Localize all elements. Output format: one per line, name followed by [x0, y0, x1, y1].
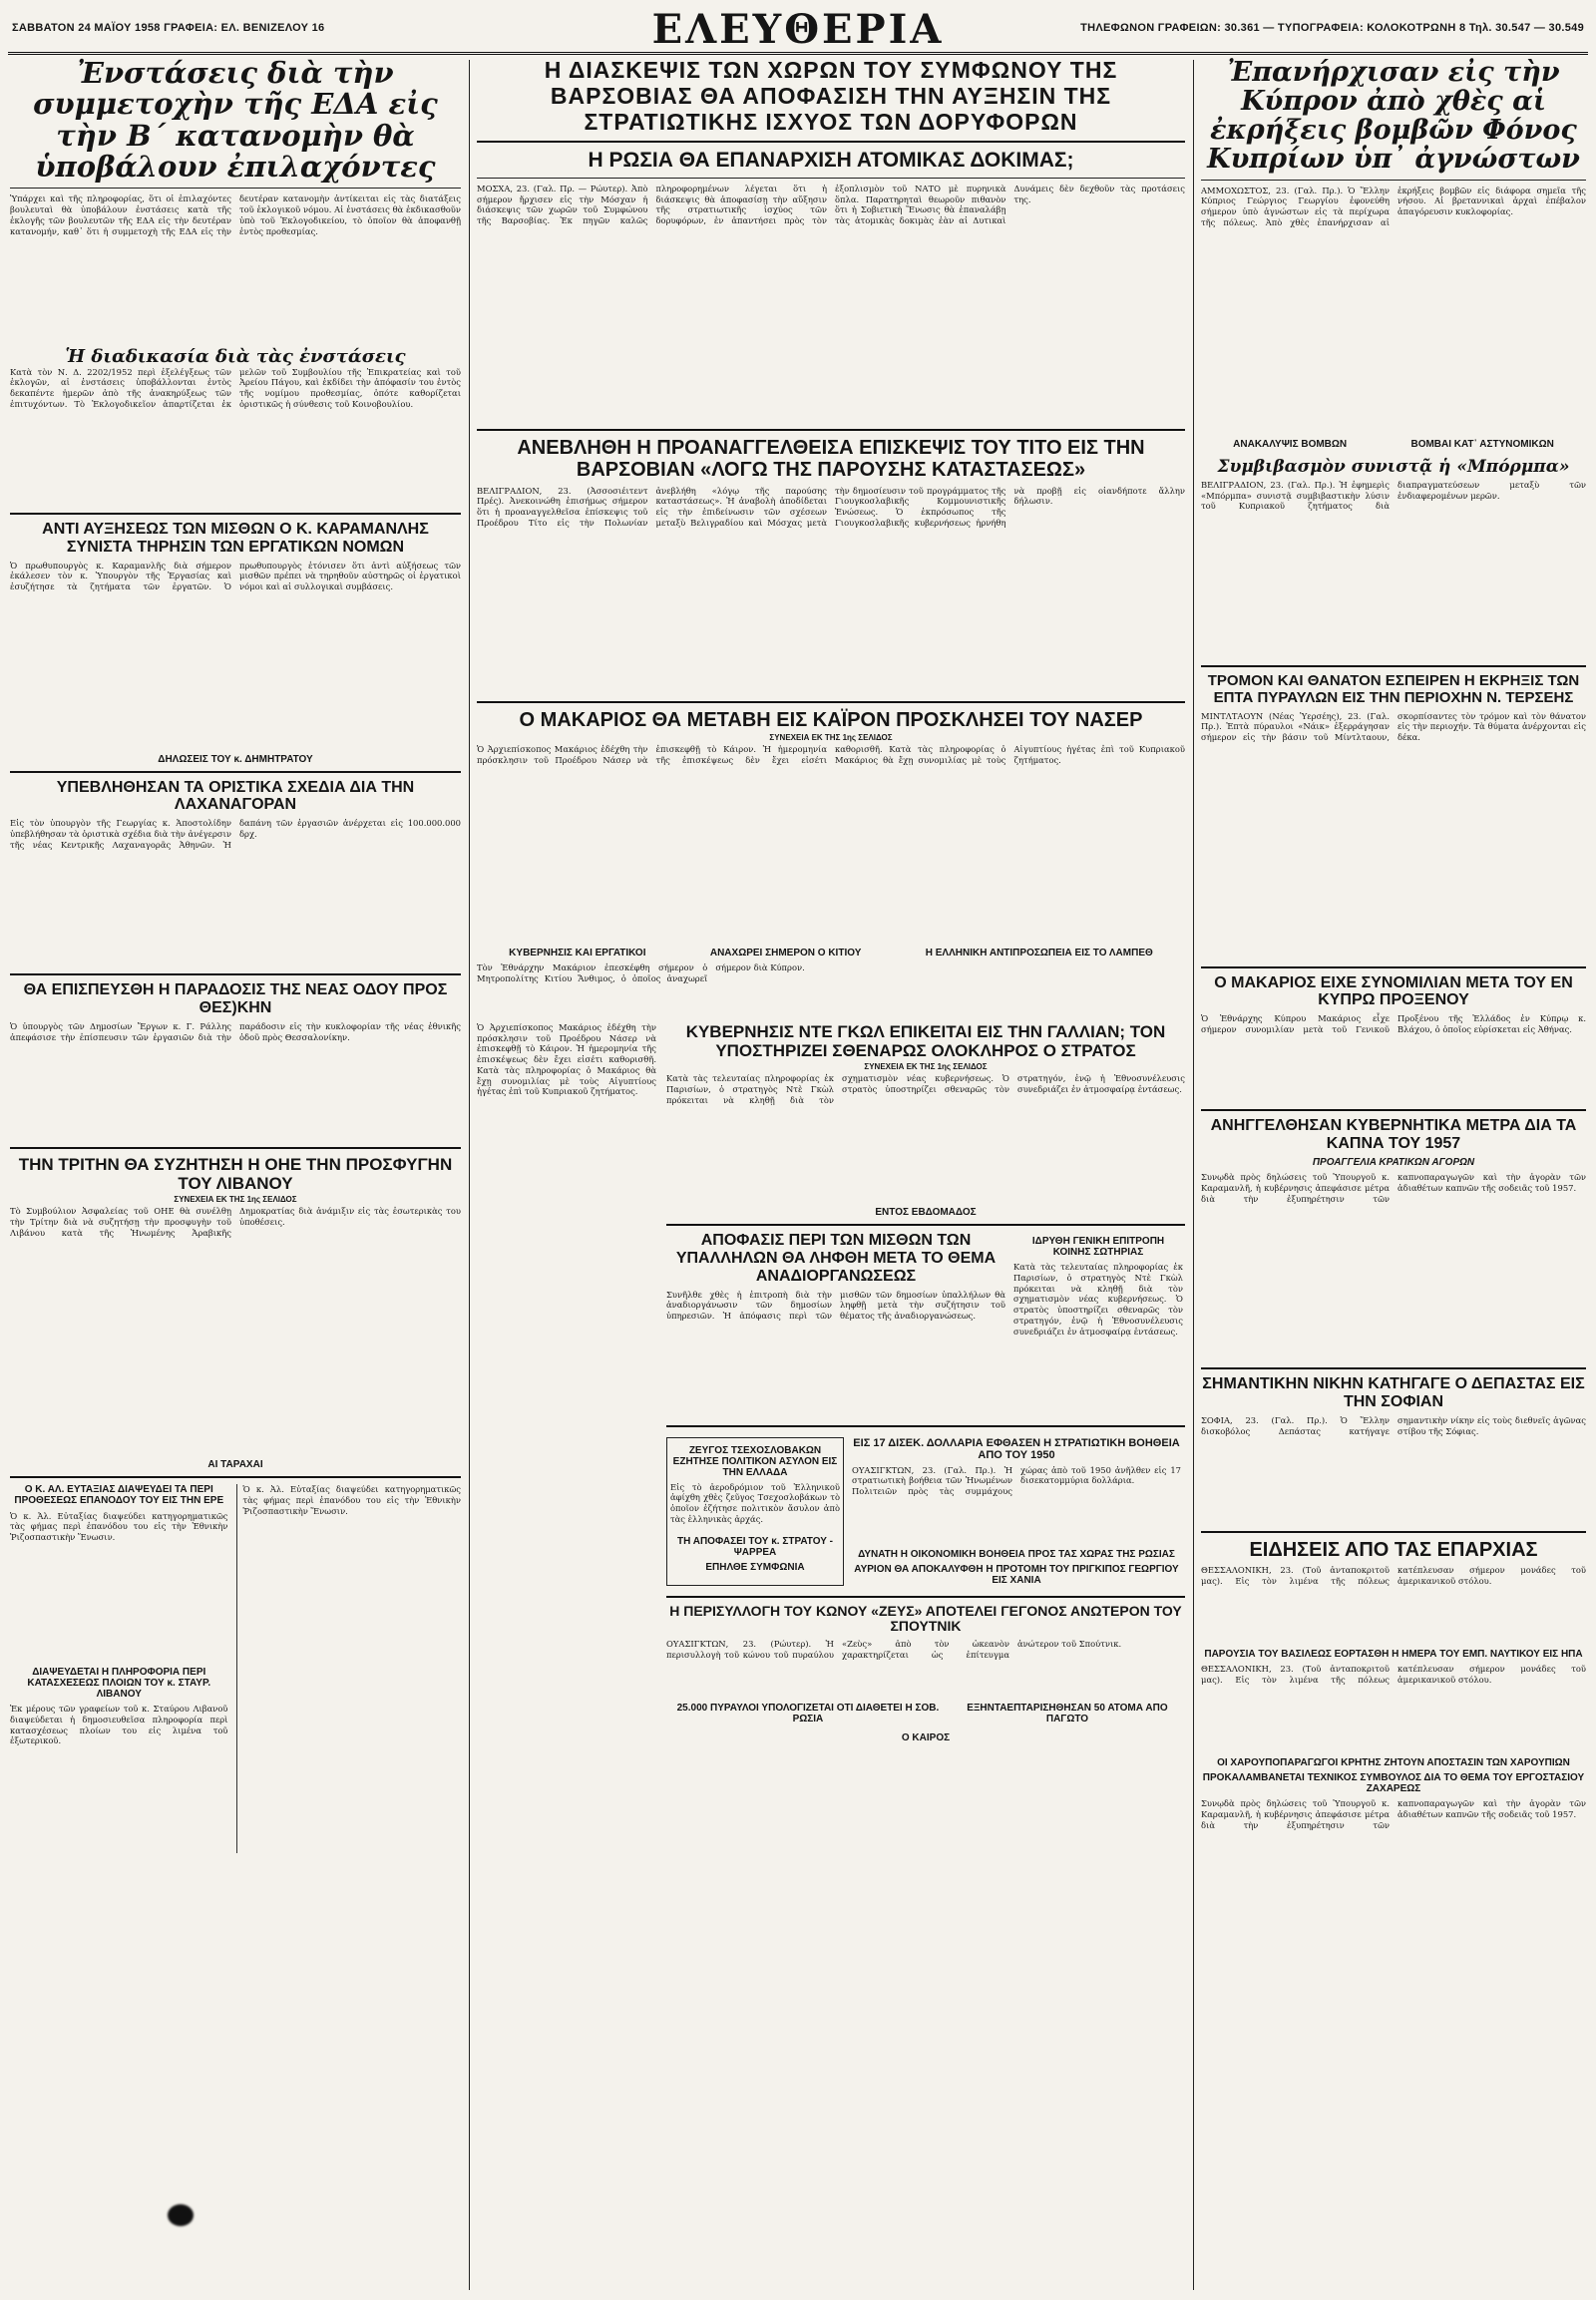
subhead-anakalypsis: ΑΝΑΚΑΛΥΨΙΣ ΒΟΜΒΩΝ: [1233, 438, 1348, 450]
lower-box-row: [666, 1433, 1185, 1590]
headline-de-gaulle: ΚΥΒΕΡΝΗΣΙΣ ΝΤΕ ΓΚΩΛ ΕΠΙΚΕΙΤΑΙ ΕΙΣ ΤΗΝ ΓΑΛΛΙΑΝ; ΤΟΝ ΥΠΟΣΤΗΡΙΖΕΙ ΣΘΕΝΑΡΩΣ ΟΛΟΚΛΗΡΟΣ Ο ΣΤΡΑΤΟΣ: [685, 1021, 1166, 1060]
divider: [1201, 1109, 1586, 1111]
article-kypros-body: ΑΜΜΟΧΩΣΤΟΣ, 23. (Γαλ. Πρ.). Ὁ Ἕλλην Κύπριος Γεώργιος Γεωργίου ἐφονεύθη σήμερον ὑπὸ ἀγνώστων εἰς τὰ περίχωρα τῆς πόλεως. Ἀπὸ χθὲς ἐπανήρχισαν αἱ ἐκρήξεις βομβῶν εἰς διάφορα σημεῖα τῆς νήσου. Αἱ βρεταννικαὶ ἀρχαὶ ἐπέβαλον ἀπαγόρευσιν κυκλοφορίας.: [1201, 185, 1586, 227]
continuation-label: ΣΥΝΕΧΕΙΑ ΕΚ ΤΗΣ 1ης ΣΕΛΙΔΟΣ: [174, 1195, 297, 1205]
headline-misthoi: ΑΝΤΙ ΑΥΞΗΣΕΩΣ ΤΩΝ ΜΙΣΘΩΝ Ο Κ. ΚΑΡΑΜΑΝΛΗΣ ΣΥΝΙΣΤΑ ΤΗΡΗΣΙΝ ΤΩΝ ΕΡΓΑΤΙΚΩΝ ΝΟΜΩΝ: [42, 520, 429, 556]
article-de-gaulle-body: Κατὰ τὰς τελευταίας πληροφορίας ἐκ Παρισίων, ὁ στρατηγὸς Ντὲ Γκὼλ πρόκειται νὰ κληθῇ διὰ τὸν σχηματισμὸν νέας κυβερνήσεως. Ὁ στρατὸς ὑποστηρίζει σθεναρῶς τὸν στρατηγόν, ἐνῷ ἡ Ἐθνοσυνέλευσις συνεδριάζει ἐν ἀτμοσφαίρᾳ ἐντάσεως.: [666, 1073, 1185, 1105]
headline-nea-odos: ΘΑ ΕΠΙΣΠΕΥΣΘΗ Η ΠΑΡΑΔΟΣΙΣ ΤΗΣ ΝΕΑΣ ΟΔΟΥ ΠΡΟΣ ΘΕΣ)ΚΗΝ: [23, 981, 448, 1017]
headline-tito: ΑΝΕΒΛΗΘΗ Η ΠΡΟΑΝΑΓΓΕΛΘΕΙΣΑ ΕΠΙΣΚΕΨΙΣ ΤΟΥ ΤΙΤΟ ΕΙΣ ΤΗΝ ΒΑΡΣΟΒΙΑΝ «ΛΟΓΩ ΤΗΣ ΠΑΡΟΥΣΗΣ ΚΑΤΑΣΤΑΣΕΩΣ»: [517, 436, 1145, 482]
misthoi-row: [666, 1232, 1185, 1419]
article-depastas-body: ΣΟΦΙΑ, 23. (Γαλ. Πρ.). Ὁ Ἕλλην δισκοβόλος Δεπάστας κατήγαγε σημαντικὴν νίκην εἰς τοὺς διεθνεῖς ἀγῶνας στίβου τῆς Σόφιας.: [1201, 1415, 1586, 1436]
subhead-protomi: ΑΥΡΙΟΝ ΘΑ ΑΠΟΚΑΛΥΦΘΗ Η ΠΡΟΤΟΜΗ ΤΟΥ ΠΡΙΓΚΙΠΟΣ ΓΕΩΡΓΙΟΥ ΕΙΣ ΧΑΝΙΑ: [854, 1563, 1179, 1586]
headline-eparxies: ΕΙΔΗΣΕΙΣ ΑΠΟ ΤΑΣ ΕΠΑΡΧΙΑΣ: [1249, 1539, 1538, 1562]
divider: [1201, 966, 1586, 968]
article-nautikoi-body: Ὁ κ. Ἀλ. Εὐταξίας διαψεύδει κατηγορηματικῶς τὰς φήμας περὶ ἐπανόδου του εἰς τὴν Ἐθνικὴν Ῥιζοσπαστικὴν Ἕνωσιν.: [242, 1484, 461, 1516]
subhead-kratikes-agores: ΠΡΟΑΓΓΕΛΙΑ ΚΡΑΤΙΚΩΝ ΑΓΟΡΩΝ: [1312, 1157, 1475, 1169]
subhead-dimitratos: ΔΗΛΩΣΕΙΣ ΤΟΥ κ. ΔΗΜΗΤΡΑΤΟΥ: [158, 753, 313, 765]
article-nea-odos-body: Ὁ ὑπουργὸς τῶν Δημοσίων Ἔργων κ. Γ. Ράλλης ἀπεφάσισε τὴν ἐπίσπευσιν τῶν ἐργασιῶν διὰ τὴν παράδοσιν εἰς τὴν κυκλοφορίαν τῆς νέας ἐθνικῆς ὁδοῦ πρὸς Θεσσαλονίκην.: [10, 1021, 461, 1042]
article-pyrauloi-tersey-body: ΜΙΝΤΛΤΑΟΥΝ (Νέας Ὑερσέης), 23. (Γαλ. Πρ.). Ἑπτὰ πύραυλοι «Νάικ» ἐξερράγησαν σήμερον εἰς τὴν βάσιν τοῦ Μίντλταουν, σκορπίσαντες τὸν τρόμον καὶ τὸν θάνατον εἰς τὴν περιοχήν. Τὰ θύματα ἀνέρχονται εἰς δέκα.: [1201, 710, 1586, 743]
article-livanos-ploia-body: Ἐκ μέρους τῶν γραφείων τοῦ κ. Σταύρου Λιβανοῦ διαψεύδεται ἡ δημοσιευθεῖσα πληροφορία περὶ κατασχέσεως πλοίων του εἰς λιμένα τοῦ ἐξωτερικοῦ.: [10, 1704, 228, 1746]
divider: [10, 513, 461, 515]
voitheia-article: [852, 1433, 1181, 1590]
subhead-oikonomiki: ΔΥΝΑΤΗ Η ΟΙΚΟΝΟΜΙΚΗ ΒΟΗΘΕΙΑ ΠΡΟΣ ΤΑΣ ΧΩΡΑΣ ΤΗΣ ΡΩΣΙΑΣ: [858, 1548, 1175, 1560]
article-eparxies-body: ΘΕΣΣΑΛΟΝΙΚΗ, 23. (Τοῦ ἀνταποκριτοῦ μας). Εἰς τὸν λιμένα τῆς πόλεως κατέπλευσαν σήμερον μονάδες τοῦ ἀμερικανικοῦ στόλου.: [1201, 1565, 1586, 1587]
misthoi-article: [666, 1232, 1005, 1419]
article-tsexoslovakoi-body: Εἰς τὸ ἀεροδρόμιον τοῦ Ἑλληνικοῦ ἀφίχθη χθὲς ζεῦγος Τσεχοσλοβάκων τὸ ὁποῖον ἐζήτησε πολιτικὸν ἄσυλον ἀπὸ τὰς ἑλληνικὰς ἀρχάς.: [670, 1481, 840, 1524]
headline-tsexoslovakoi: ΖΕΥΓΟΣ ΤΣΕΧΟΣΛΟΒΑΚΩΝ ΕΖΗΤΗΣΕ ΠΟΛΙΤΙΚΟΝ ΑΣΥΛΟΝ ΕΙΣ ΤΗΝ ΕΛΛΑΔΑ: [672, 1444, 838, 1478]
headline-eutaxias: Ο Κ. ΑΛ. ΕΥΤΑΞΙΑΣ ΔΙΑΨΕΥΔΕΙ ΤΑ ΠΕΡΙ ΠΡΟΘΕΣΕΩΣ ΕΠΑΝΟΔΟΥ ΤΟΥ ΕΙΣ ΤΗΝ ΕΡΕ: [14, 1484, 224, 1507]
subhead-symfonia: ΕΠΗΛΘΕ ΣΥΜΦΩΝΙΑ: [705, 1561, 805, 1573]
headline-misthoi-ypallilon: ΑΠΟΦΑΣΙΣ ΠΕΡΙ ΤΩΝ ΜΙΣΘΩΝ ΤΩΝ ΥΠΑΛΛΗΛΩΝ ΘΑ ΛΗΦΘΗ ΜΕΤΑ ΤΟ ΘΕΜΑ ΑΝΑΔΙΟΡΓΑΝΩΣΕΩΣ: [675, 1232, 997, 1285]
middle-left-narrow: [477, 1022, 656, 1747]
article-zeus-body: ΟΥΑΣΙΓΚΤΩΝ, 23. (Ρώυτερ). Ἡ περισυλλογὴ τοῦ κώνου τοῦ πυραύλου «Ζεὺς» ἀπὸ τὸν ὠκεανὸν χαρακτηρίζεται ὡς ἐπίτευγμα ἀνώτερον τοῦ Σπούτνικ.: [666, 1639, 1122, 1660]
column-rule-1: [469, 60, 470, 2290]
headline-livanos: ΤΗΝ ΤΡΙΤΗΝ ΘΑ ΣΥΖΗΤΗΣΗ Η ΟΗΕ ΤΗΝ ΠΡΟΣΦΥΓΗΝ ΤΟΥ ΛΙΒΑΝΟΥ: [18, 1155, 453, 1194]
divider: [1201, 1531, 1586, 1533]
article-zaxari-body: Συνῳδὰ πρὸς δηλώσεις τοῦ Ὑπουργοῦ κ. Καραμανλῆ, ἡ κυβέρνησις ἀπεφάσισε μέτρα διὰ τὴν ἐξυπηρέτησιν τῶν καπνοπαραγωγῶν καὶ τὴν ἀγορὰν τῶν ἀδιαθέτων καπνῶν τῆς σοδειᾶς τοῦ 1957.: [1201, 1798, 1586, 1830]
headline-enstaseis: Ἐνστάσεις διὰ τὴν συμμετοχὴν τῆς ΕΔΑ εἰς τὴν Β΄ κατανομὴν θὰ ὑποβάλουν ἐπιλαχόντες: [33, 58, 438, 184]
divider: [477, 141, 1185, 143]
divider: [477, 701, 1185, 703]
middle-lower-section: [477, 1022, 1185, 1747]
divider: [666, 1425, 1185, 1427]
kypros-subheads: [1201, 435, 1586, 454]
headline-depastas: ΣΗΜΑΝΤΙΚΗΝ ΝΙΚΗΝ ΚΑΤΗΓΑΓΕ Ο ΔΕΠΑΣΤΑΣ ΕΙΣ ΤΗΝ ΣΟΦΙΑΝ: [1202, 1375, 1585, 1411]
article-laxanagora-body: Εἰς τὸν ὑπουργὸν τῆς Γεωργίας κ. Ἀποστολίδην ὑπεβλήθησαν τὰ ὁριστικὰ σχέδια διὰ τὴν ἀνέγερσιν τῆς νέας Κεντρικῆς Λαχαναγορᾶς Ἀθηνῶν. Ἡ δαπάνη τῶν ἐργασιῶν ἀνέρχεται εἰς 100.000.000 δρχ.: [10, 818, 461, 850]
divider: [666, 1224, 1185, 1226]
article-misthoi-body: Ὁ πρωθυπουργὸς κ. Καραμανλῆς διὰ σήμερον ἐκάλεσεν τὸν κ. Ὑπουργὸν τῆς Ἐργασίας καὶ ἐσυζήτησε τὰ ζητήματα τῶν ἐργατῶν. Ὁ πρωθυπουργὸς ἐτόνισεν ὅτι ἀντὶ αὐξήσεως τῶν μισθῶν πρέπει νὰ τηρηθοῦν αὐστηρῶς οἱ ἐργατικοὶ νόμοι καὶ αἱ συλλογικαὶ συμβάσεις.: [10, 560, 461, 591]
box-tsexoslovakoi: [666, 1437, 844, 1586]
headline-borba: Συμβιβασμὸν συνιστᾷ ἡ «Μπόρμπα»: [1217, 456, 1570, 477]
article-sotiria-body: Κατὰ τὰς τελευταίας πληροφορίας ἐκ Παρισίων, ὁ στρατηγὸς Ντὲ Γκὼλ πρόκειται νὰ κληθῇ διὰ τὸν σχηματισμὸν νέας κυβερνήσεως. Ὁ στρατὸς ὑποστηρίζει σθεναρῶς τὸν στρατηγόν, ἐνῷ ἡ Ἐθνοσυνέλευσις συνεδριάζει ἐν ἀτμοσφαίρᾳ ἐντάσεως.: [1013, 1262, 1183, 1337]
article-voitheia-body: ΟΥΑΣΙΓΚΤΩΝ, 23. (Γαλ. Πρ.). Ἡ στρατιωτικὴ βοήθεια τῶν Ἡνωμένων Πολιτειῶν πρὸς τὰς συμμάχους χώρας ἀπὸ τοῦ 1950 ἀνῆλθεν εἰς 17 δισεκατομμύρια δολλάρια.: [852, 1464, 1181, 1497]
article-enstaseis-body: Ὑπάρχει καὶ τῆς πληροφορίας, ὅτι οἱ ἐπιλαχόντες βουλευταὶ θὰ ὑποβάλουν ἐνστάσεις κατὰ τῆς ἐκλογῆς τῶν βουλευτῶν τῆς ΕΔΑ εἰς τὴν δευτέραν κατανομήν, καθ᾽ ὅτι ἡ συμμετοχὴ τῆς ΕΔΑ εἰς τὴν δευτέραν κατανομὴν ἀντίκειται εἰς τὰς διατάξεις τοῦ ἐκλογικοῦ νόμου. Αἱ ἐνστάσεις θὰ ἐκδικασθοῦν ὑπὸ τοῦ Ἐκλογοδικείου, τὸ ὁποῖον θὰ ἀποφανθῇ ἐντὸς προθεσμίας.: [10, 193, 461, 236]
article-makarios-proxenos-body: Ὁ Ἐθνάρχης Κύπρου Μακάριος εἶχε σήμερον συνομιλίαν μετὰ τοῦ Γενικοῦ Προξένου τῆς Ἑλλάδος ἐν Κύπρῳ κ. Βλάχου, ὁ ὁποῖος εὑρίσκεται εἰς Ἀθήνας.: [1201, 1013, 1586, 1035]
headline-voitheia: ΕΙΣ 17 ΔΙΣΕΚ. ΔΟΛΛΑΡΙΑ ΕΦΘΑΣΕΝ Η ΣΤΡΑΤΙΩΤΙΚΗ ΒΟΗΘΕΙΑ ΑΠΟ ΤΟΥ 1950: [853, 1436, 1180, 1461]
article-nautiko-body: ΘΕΣΣΑΛΟΝΙΚΗ, 23. (Τοῦ ἀνταποκριτοῦ μας). Εἰς τὸν λιμένα τῆς πόλεως κατέπλευσαν σήμερον μονάδες τοῦ ἀμερικανικοῦ στόλου.: [1201, 1664, 1586, 1686]
headline-makarios-kairo: Ο ΜΑΚΑΡΙΟΣ ΘΑ ΜΕΤΑΒΗ ΕΙΣ ΚΑΪΡΟΝ ΠΡΟΣΚΛΗΣΕΙ ΤΟΥ ΝΑΣΕΡ: [519, 708, 1143, 731]
headline-livanos-ploia: ΔΙΑΨΕΥΔΕΤΑΙ Η ΠΛΗΡΟΦΟΡΙΑ ΠΕΡΙ ΚΑΤΑΣΧΕΣΕΩΣ ΠΛΟΙΩΝ ΤΟΥ κ. ΣΤΑΥΡ. ΛΙΒΑΝΟΥ: [27, 1666, 211, 1700]
article-livanos-body: Τὸ Συμβούλιον Ἀσφαλείας τοῦ ΟΗΕ θὰ συνέλθῃ τὴν Τρίτην διὰ νὰ συζητήσῃ τὴν προσφυγὴν τοῦ Λιβάνου κατὰ τῆς Ἠνωμένης Ἀραβικῆς Δημοκρατίας διὰ ἀνάμιξιν εἰς τὰς ἐσωτερικὰς του ὑποθέσεις.: [10, 1206, 461, 1238]
subhead-stratou: ΤΗ ΑΠΟΦΑΣΕΙ ΤΟΥ κ. ΣΤΡΑΤΟΥ - ΨΑΡΡΕΑ: [677, 1535, 833, 1558]
article-eutaxias-body: Ὁ κ. Ἀλ. Εὐταξίας διαψεύδει κατηγορηματικῶς τὰς φήμας περὶ ἐπανόδου του εἰς τὴν Ἐθνικὴν Ῥιζοσπαστικὴν Ἕνωσιν.: [10, 1510, 228, 1543]
divider: [1201, 1367, 1586, 1369]
divider: [477, 178, 1185, 179]
subhead-sotiria: ΙΔΡΥΘΗ ΓΕΝΙΚΗ ΕΠΙΤΡΟΠΗ ΚΟΙΝΗΣ ΣΩΤΗΡΙΑΣ: [1031, 1236, 1165, 1258]
continuation-label: ΣΥΝΕΧΕΙΑ ΕΚ ΤΗΣ 1ης ΣΕΛΙΔΟΣ: [769, 732, 893, 742]
subhead-pyrauloi: 25.000 ΠΥΡΑΥΛΟΙ ΥΠΟΛΟΓΙΖΕΤΑΙ ΟΤΙ ΔΙΑΘΕΤΕΙ Η ΣΟΒ. ΡΩΣΙΑ: [676, 1703, 940, 1725]
subhead-diadikasia: Ἡ διαδικασία διὰ τὰς ἐνστάσεις: [65, 346, 406, 368]
headline-kapna: ΑΝΗΓΓΕΛΘΗΣΑΝ ΚΥΒΕΡΝΗΤΙΚΑ ΜΕΤΡΑ ΔΙΑ ΤΑ ΚΑΠΝΑ ΤΟΥ 1957: [1210, 1117, 1577, 1153]
masthead: [8, 6, 1588, 55]
article-kitiou-body: Τὸν Ἐθνάρχην Μακάριον ἐπεσκέφθη σήμερον ὁ Μητροπολίτης Κιτίου Ἄνθιμος, ὁ ὁποῖος ἀναχωρεῖ σήμερον διὰ Κύπρον.: [477, 961, 805, 983]
bottom-subheads: [666, 1699, 1185, 1728]
headline-pyrauloi-tersey: ΤΡΟΜΟΝ ΚΑΙ ΘΑΝΑΤΟΝ ΕΣΠΕΙΡΕΝ Η ΕΚΡΗΞΙΣ ΤΩΝ ΕΠΤΑ ΠΥΡΑΥΛΩΝ ΕΙΣ ΤΗΝ ΠΕΡΙΟΧΗΝ Ν. ΤΕΡΣΕΗΣ: [1207, 671, 1580, 706]
subheads-row: [477, 944, 1185, 962]
divider: [10, 973, 461, 975]
subhead-lampeth: Η ΕΛΛΗΝΙΚΗ ΑΝΤΙΠΡΟΣΩΠΕΙΑ ΕΙΣ ΤΟ ΛΑΜΠΕΘ: [925, 947, 1153, 958]
headline-laxanagora: ΥΠΕΒΛΗΘΗΣΑΝ ΤΑ ΟΡΙΣΤΙΚΑ ΣΧΕΔΙΑ ΔΙΑ ΤΗΝ ΛΑΧΑΝΑΓΟΡΑΝ: [56, 778, 415, 814]
bottom-left-row: [10, 1484, 461, 1853]
left-column: [10, 58, 461, 2292]
headline-zeus: Η ΠΕΡΙΣΥΛΛΟΓΗ ΤΟΥ ΚΩΝΟΥ «ΖΕΥΣ» ΑΠΟΤΕΛΕΙ ΓΕΓΟΝΟΣ ΑΝΩΤΕΡΟΝ ΤΟΥ ΣΠΟΥΤΝΙΚ: [669, 1602, 1182, 1635]
divider: [477, 429, 1185, 431]
subhead-evdomados: ΕΝΤΟΣ ΕΒΔΟΜΑΔΟΣ: [875, 1207, 977, 1218]
sotiria-article: [1013, 1232, 1183, 1419]
article-eutaxias: [10, 1484, 228, 1853]
continuation-label: ΣΥΝΕΧΕΙΑ ΕΚ ΤΗΣ 1ης ΣΕΛΙΔΟΣ: [864, 1062, 988, 1071]
right-column: [1201, 58, 1586, 2292]
newspaper-title: ΕΛΕΥΘΕΡΙΑ: [651, 6, 945, 53]
article-diadikasia-body: Κατὰ τὸν Ν. Δ. 2202/1952 περὶ ἐξελέγξεως τῶν ἐκλογῶν, αἱ ἐνστάσεις ὑποβάλλονται ἐντὸς δεκαπέντε ἡμερῶν ἀπὸ τῆς ἀνακηρύξεως τῶν ἐπιτυχόντων. Τὸ Ἐκλογοδικεῖον ἀπαρτίζεται ἐκ μελῶν τοῦ Συμβουλίου τῆς Ἐπικρατείας καὶ τοῦ Ἀρείου Πάγου, καὶ ἐκδίδει τὴν ἀπόφασίν του ἐντὸς τῆς νομίμου προθεσμίας, ὁπότε καθορίζεται ὁριστικῶς ἡ σύνθεσις τοῦ Κοινοβουλίου.: [10, 366, 461, 409]
divider: [10, 188, 461, 189]
divider: [1201, 665, 1586, 667]
subhead-kitiou: ΑΝΑΧΩΡΕΙ ΣΗΜΕΡΟΝ Ο ΚΙΤΙΟΥ: [709, 947, 862, 958]
subhead-taraxai: ΑΙ ΤΑΡΑΧΑΙ: [207, 1459, 263, 1471]
divider: [666, 1596, 1185, 1598]
subhead-xaroupia: ΟΙ ΧΑΡΟΥΠΟΠΑΡΑΓΩΓΟΙ ΚΡΗΤΗΣ ΖΗΤΟΥΝ ΑΠΟΣΤΑΣΙΝ ΤΩΝ ΧΑΡΟΥΠΙΩΝ: [1217, 1757, 1570, 1769]
ink-blot-decoration: [168, 2204, 194, 2226]
article-varsovia-body: ΜΟΣΧΑ, 23. (Γαλ. Πρ. — Ρώυτερ). Ἀπὸ σήμερον ἤρχισεν εἰς τὴν Μόσχαν ἡ διάσκεψις τῶν χωρῶν τοῦ Συμφώνου τῆς Βαρσοβίας. Ἐκ πηγῶν καλῶς πληροφορημένων λέγεται ὅτι ἡ διάσκεψις θὰ ἀποφασίσῃ τὴν αὔξησιν τῆς στρατιωτικῆς ἰσχύος τῶν δορυφόρων, ἐν ἀπαντήσει πρὸς τὸν ἐξοπλισμὸν τοῦ ΝΑΤΟ μὲ πυρηνικὰ ὅπλα. Παρατηρηταὶ θεωροῦν πιθανὸν ὅτι ἡ Σοβιετικὴ Ἕνωσις θὰ ἐπαναλάβῃ τὰς ἀτομικὰς δοκιμὰς ἐὰν αἱ Δυτικαὶ Δυνάμεις δὲν δεχθοῦν τὰς προτάσεις της.: [477, 183, 1185, 226]
headline-rosia-dokimes: Η ΡΩΣΙΑ ΘΑ ΕΠΑΝΑΡΧΙΣΗ ΑΤΟΜΙΚΑΣ ΔΟΚΙΜΑΣ;: [588, 149, 1074, 173]
article-borba-body: ΒΕΛΙΓΡΑΔΙΟΝ, 23. (Γαλ. Πρ.). Ἡ ἐφημερὶς «Μπόρμπα» συνιστᾷ συμβιβαστικὴν λύσιν τοῦ Κυπριακοῦ ζητήματος διὰ διαπραγματεύσεων μεταξὺ τῶν ἐνδιαφερομένων μερῶν.: [1201, 479, 1586, 512]
article-nautikoi: [236, 1484, 462, 1853]
subhead-kairos: Ο ΚΑΙΡΟΣ: [901, 1732, 951, 1744]
divider: [10, 1147, 461, 1149]
article-tito-body: ΒΕΛΙΓΡΑΔΙΟΝ, 23. (Ἀσσοσιέιτεντ Πρές). Ἀνεκοινώθη ἐπισήμως σήμερον ὅτι ἡ προαναγγελθεῖσα ἐπίσκεψις τοῦ Προέδρου Τίτο εἰς τὴν Πολωνίαν ἀνεβλήθη «λόγῳ τῆς παρούσης καταστάσεως». Ἡ ἀναβολὴ ἀποδίδεται εἰς τὴν ἐπιδείνωσιν τῶν σχέσεων μεταξὺ Βελιγραδίου καὶ Μόσχας μετὰ τὴν δημοσίευσιν τοῦ προγράμματος τῆς Γιουγκοσλαβικῆς Κομμουνιστικῆς Ἑνώσεως. Ὁ ἐκπρόσωπος τῆς Γιουγκοσλαβικῆς κυβερνήσεως ἠρνήθη νὰ προβῇ εἰς οἱανδήποτε ἄλλην δήλωσιν.: [477, 485, 1185, 528]
subhead-astynomikon: ΒΟΜΒΑΙ ΚΑΤ᾽ ΑΣΤΥΝΟΜΙΚΩΝ: [1410, 438, 1554, 450]
subhead-pagoto: ΕΞΗΝΤΑΕΠΤΑΡΙΣΗΘΗΣΑΝ 50 ΑΤΟΜΑ ΑΠΟ ΠΑΓΩΤΟ: [967, 1703, 1168, 1725]
divider: [10, 771, 461, 773]
article-makarios-kairo-body: Ὁ Ἀρχιεπίσκοπος Μακάριος ἐδέχθη τὴν πρόσκλησιν τοῦ Προέδρου Νάσερ νὰ ἐπισκεφθῇ τὸ Κάιρον. Ἡ ἡμερομηνία τῆς ἐπισκέψεως δὲν ἔχει εἰσέτι καθορισθῆ. Κατὰ τὰς πληροφορίας ὁ Μακάριος θὰ ἔχῃ συνομιλίας μὲ τοὺς Αἰγυπτίους ἡγέτας ἐπὶ τοῦ Κυπριακοῦ ζητήματος.: [477, 743, 1185, 765]
divider: [10, 1476, 461, 1478]
article-kapna-body: Συνῳδὰ πρὸς δηλώσεις τοῦ Ὑπουργοῦ κ. Καραμανλῆ, ἡ κυβέρνησις ἀπεφάσισε μέτρα διὰ τὴν ἐξυπηρέτησιν τῶν καπνοπαραγωγῶν καὶ τὴν ἀγορὰν τῶν ἀδιαθέτων καπνῶν τῆς σοδειᾶς τοῦ 1957.: [1201, 1172, 1586, 1204]
headline-varsovia: Η ΔΙΑΣΚΕΨΙΣ ΤΩΝ ΧΩΡΩΝ ΤΟΥ ΣΥΜΦΩΝΟΥ ΤΗΣ ΒΑΡΣΟΒΙΑΣ ΘΑ ΑΠΟΦΑΣΙΣΗ ΤΗΝ ΑΥΞΗΣΙΝ ΤΗΣ ΣΤΡΑΤΙΩΤΙΚΗΣ ΙΣΧΥΟΣ ΤΩΝ ΔΟΡΥΦΟΡΩΝ: [544, 58, 1118, 135]
masthead-date: ΣΑΒΒΑΤΟΝ 24 ΜΑΪΟΥ 1958 ΓΡΑΦΕΙΑ: ΕΛ. ΒΕΝΙΖΕΛΟΥ 16: [12, 22, 325, 34]
column-rule-2: [1193, 60, 1194, 2290]
headline-kypros-vomves: Ἐπανήρχισαν εἰς τὴν Κύπρον ἀπὸ χθὲς αἱ ἐκρήξεις βομβῶν Φόνος Κυπρίων ὑπ᾽ ἀγνώστων: [1207, 58, 1580, 176]
middle-column: [477, 58, 1185, 2292]
article-misthoi-ypallilon-body: Συνῆλθε χθὲς ἡ ἐπιτροπὴ διὰ τὴν ἀναδιοργάνωσιν τῶν δημοσίων ὑπηρεσιῶν. Ἡ ἀπόφασις περὶ τῶν μισθῶν τῶν δημοσίων ὑπαλλήλων θὰ ληφθῇ μετὰ τὴν συζήτησιν τοῦ θέματος τῆς ἀναδιοργανώσεως.: [666, 1289, 1005, 1322]
subhead-zaxari: ΠΡΟΚΑΛΑΜΒΑΝΕΤΑΙ ΤΕΧΝΙΚΟΣ ΣΥΜΒΟΥΛΟΣ ΔΙΑ ΤΟ ΘΕΜΑ ΤΟΥ ΕΡΓΟΣΤΑΣΙΟΥ ΖΑΧΑΡΕΩΣ: [1202, 1772, 1585, 1795]
masthead-phones: ΤΗΛΕΦΩΝΟΝ ΓΡΑΦΕΙΩΝ: 30.361 — ΤΥΠΟΓΡΑΦΕΙΑ: ΚΟΛΟΚΟΤΡΩΝΗ 8 Τηλ. 30.547 — 30.549: [1080, 22, 1584, 34]
middle-right-wide: [666, 1022, 1185, 1747]
article-continuation-body: Ὁ Ἀρχιεπίσκοπος Μακάριος ἐδέχθη τὴν πρόσκλησιν τοῦ Προέδρου Νάσερ νὰ ἐπισκεφθῇ τὸ Κάιρον. Ἡ ἡμερομηνία τῆς ἐπισκέψεως δὲν ἔχει εἰσέτι καθορισθῆ. Κατὰ τὰς πληροφορίας ὁ Μακάριος θὰ ἔχῃ συνομιλίας μὲ τοὺς Αἰγυπτίους ἡγέτας ἐπὶ τοῦ Κυπριακοῦ ζητήματος.: [477, 1021, 656, 1097]
subhead-vasileus-nautiko: ΠΑΡΟΥΣΙΑ ΤΟΥ ΒΑΣΙΛΕΩΣ ΕΟΡΤΑΣΘΗ Η ΗΜΕΡΑ ΤΟΥ ΕΜΠ. ΝΑΥΤΙΚΟΥ ΕΙΣ ΗΠΑ: [1204, 1649, 1583, 1661]
headline-makarios-proxenos: Ο ΜΑΚΑΡΙΟΣ ΕΙΧΕ ΣΥΝΟΜΙΛΙΑΝ ΜΕΤΑ ΤΟΥ ΕΝ ΚΥΠΡΩ ΠΡΟΞΕΝΟΥ: [1214, 973, 1573, 1009]
subhead-ergatikoi: ΚΥΒΕΡΝΗΣΙΣ ΚΑΙ ΕΡΓΑΤΙΚΟΙ: [509, 947, 646, 958]
divider: [1201, 180, 1586, 181]
